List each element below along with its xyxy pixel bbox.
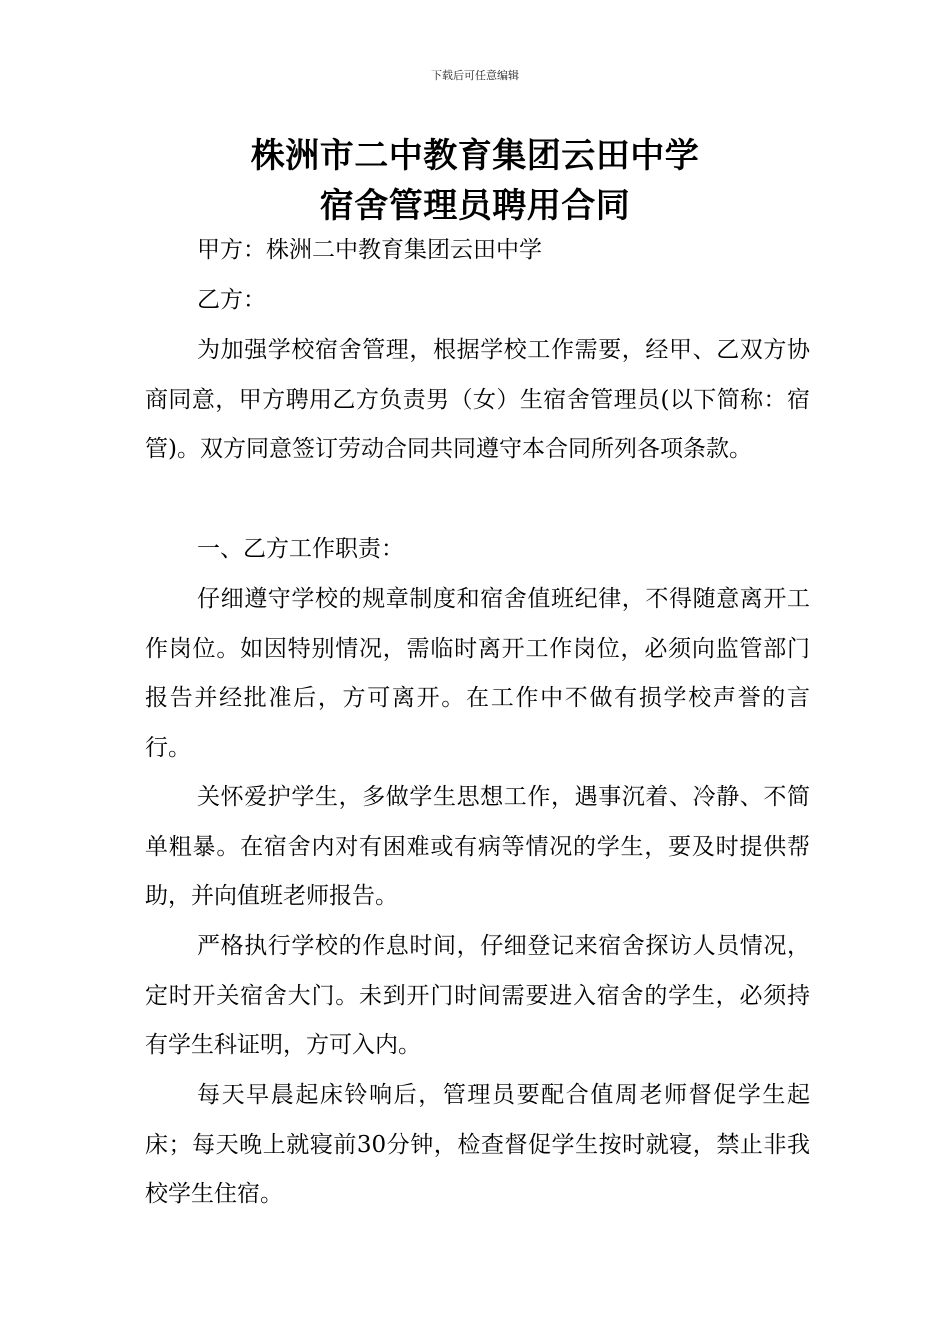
document-title-line2: 宿舍管理员聘用合同 [319,186,631,226]
duty-paragraph-1: 仔细遵守学校的规章制度和宿舍值班纪律，不得随意离开工作岗位。如因特别情况，需临时离开工作岗位，必须向监管部门报告并经批准后，方可离开。在工作中不做有损学校声誉的言行。 [145,586,810,761]
duty-paragraph-4: 每天早晨起床铃响后，管理员要配合值周老师督促学生起床；每天晚上就寝前30分钟，检查督促学生按时就寝，禁止非我校学生住宿。 [145,1082,810,1207]
section-heading: 一、乙方工作职责： [197,536,404,562]
duty-paragraph-3: 严格执行学校的作息时间，仔细登记来宿舍探访人员情况，定时开关宿舍大门。未到开门时间需要进入宿舍的学生，必须持有学生科证明，方可入内。 [145,933,810,1058]
intro-paragraph: 为加强学校宿舍管理，根据学校工作需要，经甲、乙双方协商同意，甲方聘用乙方负责男（女）生宿舍管理员(以下简称：宿管)。双方同意签订劳动合同共同遵守本合同所列各项条款。 [145,337,810,462]
document-title-line1: 株洲市二中教育集团云田中学 [250,136,700,176]
duty-paragraph-2: 关怀爱护学生，多做学生思想工作，遇事沉着、冷静、不简单粗暴。在宿舍内对有困难或有病等情况的学生，要及时提供帮助，并向值班老师报告。 [145,784,810,909]
header-note: 下载后可任意编辑 [431,69,519,82]
party-b-line: 乙方： [197,287,266,313]
party-a-line: 甲方：株洲二中教育集团云田中学 [197,237,542,263]
